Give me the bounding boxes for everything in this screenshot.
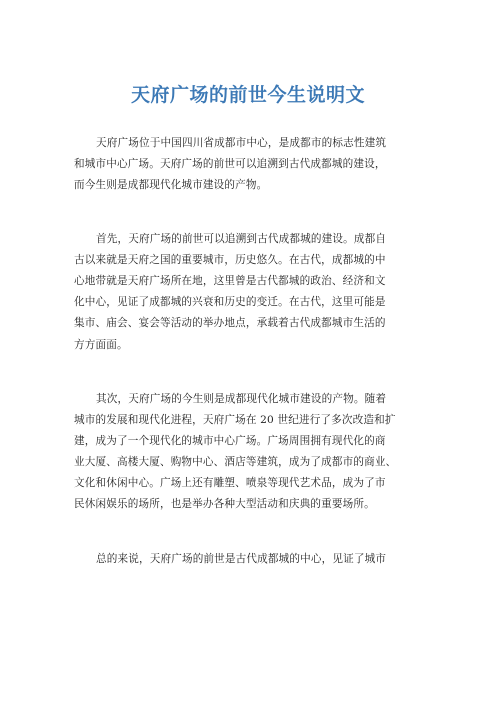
paragraph-2-line-1: 首先，天府广场的前世可以追溯到古代成都城的建设。成都自 [96,233,387,245]
paragraph-3-line-6: 民休闲娱乐的场所，也是举办各种大型活动和庆典的重要场所。 [74,498,375,510]
paragraph-2-line-5: 集市、庙会、宴会等活动的举办地点，承载着古代成都城市生活的 [74,317,386,329]
paragraph-4-line-1: 总的来说，天府广场的前世是古代成都城的中心，见证了城市 [96,553,387,565]
paragraph-3-line-4: 业大厦、高楼大厦、购物中心、酒店等建筑，成为了成都市的商业、 [74,456,397,468]
paragraph-2-line-3: 心地带就是天府广场所在地，这里曾是古代都城的政治、经济和文 [74,275,386,287]
paragraph-1-line-2: 和城市中心广场。天府广场的前世可以追溯到古代成都城的建设， [74,158,386,170]
paragraph-3-line-1: 其次，天府广场的今生则是成都现代化城市建设的产物。随着 [96,393,387,405]
paragraph-1-line-1: 天府广场位于中国四川省成都市中心，是成都市的标志性建筑 [96,137,387,149]
paragraph-3-line-3: 建，成为了一个现代化的城市中心广场。广场周围拥有现代化的商 [74,435,386,447]
paragraph-1-line-3: 而今生则是成都现代化城市建设的产物。 [74,179,268,191]
paragraph-3-line-5: 文化和休闲中心。广场上还有雕塑、喷泉等现代艺术品，成为了市 [74,477,386,489]
document-title: 天府广场的前世今生说明文 [130,84,365,106]
paragraph-2-line-2: 古以来就是天府之国的重要城市，历史悠久。在古代，成都城的中 [74,254,386,266]
paragraph-2-line-6: 方方面面。 [74,339,128,351]
paragraph-2-line-4: 化中心，见证了成都城的兴衰和历史的变迁。在古代，这里可能是 [74,296,386,308]
paragraph-3-line-2: 城市的发展和现代化进程，天府广场在 20 世纪进行了多次改造和扩 [74,414,396,426]
